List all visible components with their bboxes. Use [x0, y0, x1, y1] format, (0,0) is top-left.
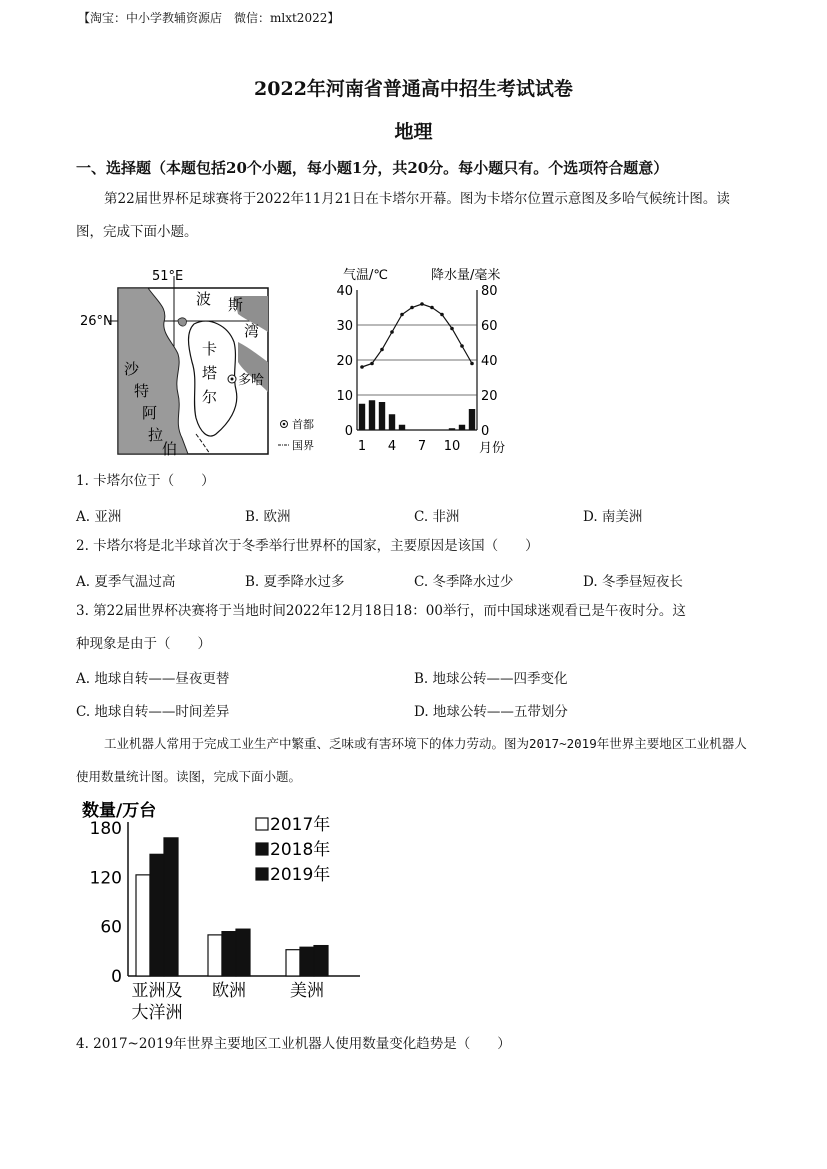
- robot-y-tick: 180: [89, 819, 122, 839]
- robot-legend-label: 2019年: [270, 865, 331, 885]
- climate-precip-bar: [369, 400, 375, 430]
- exam-title: 2022年河南省普通高中招生考试试卷: [254, 78, 573, 100]
- climate-temperature-point: [410, 306, 414, 310]
- climate-month-tick: 7: [417, 439, 427, 454]
- intro-paragraph-2: 工业机器人常用于完成工业生产中繁重、乏味或有害环境下的体力劳动。图为2017~2019年世界主要地区工业机器人使用数量统计图。读图，完成下面小题。: [76, 736, 747, 784]
- qatar-location-map: [78, 262, 278, 462]
- question-3-line-2: 种现象是由于（ ）: [76, 636, 211, 652]
- map-longitude-label: 51°E: [152, 269, 184, 284]
- climate-precip-bar: [469, 409, 475, 430]
- climate-temperature-line: [362, 304, 472, 367]
- legend-capital-label: 首都: [292, 418, 314, 431]
- q3-option-a: A. 地球自转——昼夜更替: [76, 671, 230, 687]
- climate-precip-axis-label: 降水量/毫米: [431, 268, 501, 283]
- climate-precip-tick: 20: [481, 389, 498, 404]
- map-label-bo: 波: [196, 290, 212, 308]
- robot-bar: [314, 946, 328, 976]
- map-label-te: 特: [134, 382, 150, 400]
- climate-temp-axis-label: 气温/℃: [343, 268, 388, 283]
- robot-legend-label: 2018年: [270, 840, 331, 860]
- robot-bar: [164, 838, 178, 976]
- map-legend: [278, 416, 334, 456]
- map-city-doha: 多哈: [238, 373, 265, 388]
- robot-y-tick: 120: [89, 868, 122, 889]
- climate-precip-tick: 60: [481, 319, 498, 334]
- robot-bar: [286, 950, 300, 976]
- intro-paragraph-1: 第22届世界杯足球赛将于2022年11月21日在卡塔尔开幕。图为卡塔尔位置示意图及多哈气候统计图。读图，完成下面小题。: [76, 191, 730, 240]
- question-1: 1. 卡塔尔位于（ ）: [76, 473, 215, 489]
- climate-temperature-point: [440, 313, 444, 317]
- climate-temp-tick: 10: [336, 389, 353, 404]
- climate-temperature-point: [380, 348, 384, 352]
- robot-legend-label: 2017年: [270, 815, 331, 835]
- climate-precip-bar: [459, 425, 465, 430]
- climate-temperature-point: [420, 302, 424, 306]
- q3-option-d: D. 地球公转——五带划分: [414, 704, 568, 720]
- q2-option-a: A. 夏季气温过高: [76, 574, 176, 590]
- climate-precip-bar: [389, 414, 395, 430]
- question-2: 2. 卡塔尔将是北半球首次于冬季举行世界杯的国家，主要原因是该国（ ）: [76, 538, 539, 554]
- climate-temperature-point: [400, 313, 404, 317]
- climate-precip-bar: [399, 425, 405, 430]
- robot-category-label: 亚洲及: [131, 981, 183, 1001]
- robot-category-label: 美洲: [290, 981, 324, 1001]
- climate-month-tick: 4: [387, 439, 397, 454]
- map-label-sha: 沙: [124, 360, 140, 378]
- q3-option-b: B. 地球公转——四季变化: [414, 671, 568, 687]
- robot-y-tick: 0: [111, 967, 122, 987]
- map-label-la: 拉: [148, 426, 164, 444]
- robot-bar: [150, 854, 164, 976]
- climate-temperature-point: [470, 362, 474, 366]
- q3-option-c: C. 地球自转——时间差异: [76, 704, 230, 720]
- climate-month-tick: 1: [357, 439, 367, 454]
- q1-option-d: D. 南美洲: [583, 509, 643, 525]
- robot-category-label-line2: 大洋洲: [131, 1003, 183, 1023]
- legend-border-label: 国界: [292, 439, 314, 452]
- question-3-line-1: 3. 第22届世界杯决赛将于当地时间2022年12月18日18：00举行，而中国球迷观看已是午夜时分。这: [76, 603, 686, 619]
- climate-precip-bar: [379, 402, 385, 430]
- doha-climate-chart: [335, 262, 525, 458]
- climate-month-tick: 10: [443, 439, 461, 454]
- robot-legend-swatch: [256, 843, 268, 855]
- climate-temperature-point: [430, 306, 434, 310]
- robot-bar: [300, 947, 314, 976]
- climate-month-axis-label: 月份: [479, 441, 506, 456]
- map-label-ka: 卡: [202, 340, 218, 358]
- section-heading: 一、选择题（本题包括20个小题，每小题1分，共20分。每小题只有。个选项符合题意）: [76, 159, 669, 177]
- climate-precip-tick: 80: [481, 284, 498, 299]
- map-label-si: 斯: [228, 296, 244, 314]
- climate-temp-tick: 30: [336, 319, 353, 334]
- climate-temperature-point: [450, 327, 454, 331]
- climate-temperature-point: [370, 362, 374, 366]
- robot-y-axis-label: 数量/万台: [82, 801, 157, 821]
- climate-precip-bar: [449, 428, 455, 430]
- q2-option-b: B. 夏季降水过多: [245, 574, 345, 590]
- robot-legend-swatch: [256, 868, 268, 880]
- robot-bar: [208, 935, 222, 976]
- climate-precip-bar: [359, 404, 365, 430]
- robot-bar: [236, 929, 250, 976]
- climate-temperature-point: [460, 344, 464, 348]
- q1-option-b: B. 欧洲: [245, 509, 291, 525]
- climate-temp-tick: 40: [336, 284, 353, 299]
- robot-bar: [222, 932, 236, 976]
- robot-category-label: 欧洲: [212, 981, 246, 1001]
- q2-option-d: D. 冬季昼短夜长: [583, 574, 683, 590]
- climate-temperature-point: [390, 330, 394, 334]
- robot-legend-swatch: [256, 818, 268, 830]
- robot-bar: [136, 875, 150, 976]
- q1-option-c: C. 非洲: [414, 509, 460, 525]
- page-header: 【淘宝：中小学教辅资源店 微信：mlxt2022】: [78, 11, 340, 25]
- climate-temp-tick: 20: [336, 354, 353, 369]
- map-label-bo2: 伯: [162, 440, 178, 458]
- map-label-a: 阿: [142, 404, 158, 422]
- map-latitude-label: 26°N: [80, 314, 113, 329]
- q2-option-c: C. 冬季降水过少: [414, 574, 514, 590]
- map-label-ta: 塔: [202, 364, 218, 382]
- climate-temperature-point: [360, 365, 364, 369]
- robot-y-tick: 60: [100, 917, 122, 938]
- climate-precip-tick: 0: [481, 424, 490, 439]
- map-label-er: 尔: [202, 388, 218, 406]
- robot-usage-chart: [78, 796, 368, 1028]
- subject-title: 地理: [394, 121, 433, 143]
- climate-precip-tick: 40: [481, 354, 498, 369]
- question-4: 4. 2017~2019年世界主要地区工业机器人使用数量变化趋势是（ ）: [76, 1036, 511, 1052]
- map-label-wan: 湾: [244, 322, 260, 340]
- q1-option-a: A. 亚洲: [76, 509, 122, 525]
- climate-temp-tick: 0: [344, 424, 353, 439]
